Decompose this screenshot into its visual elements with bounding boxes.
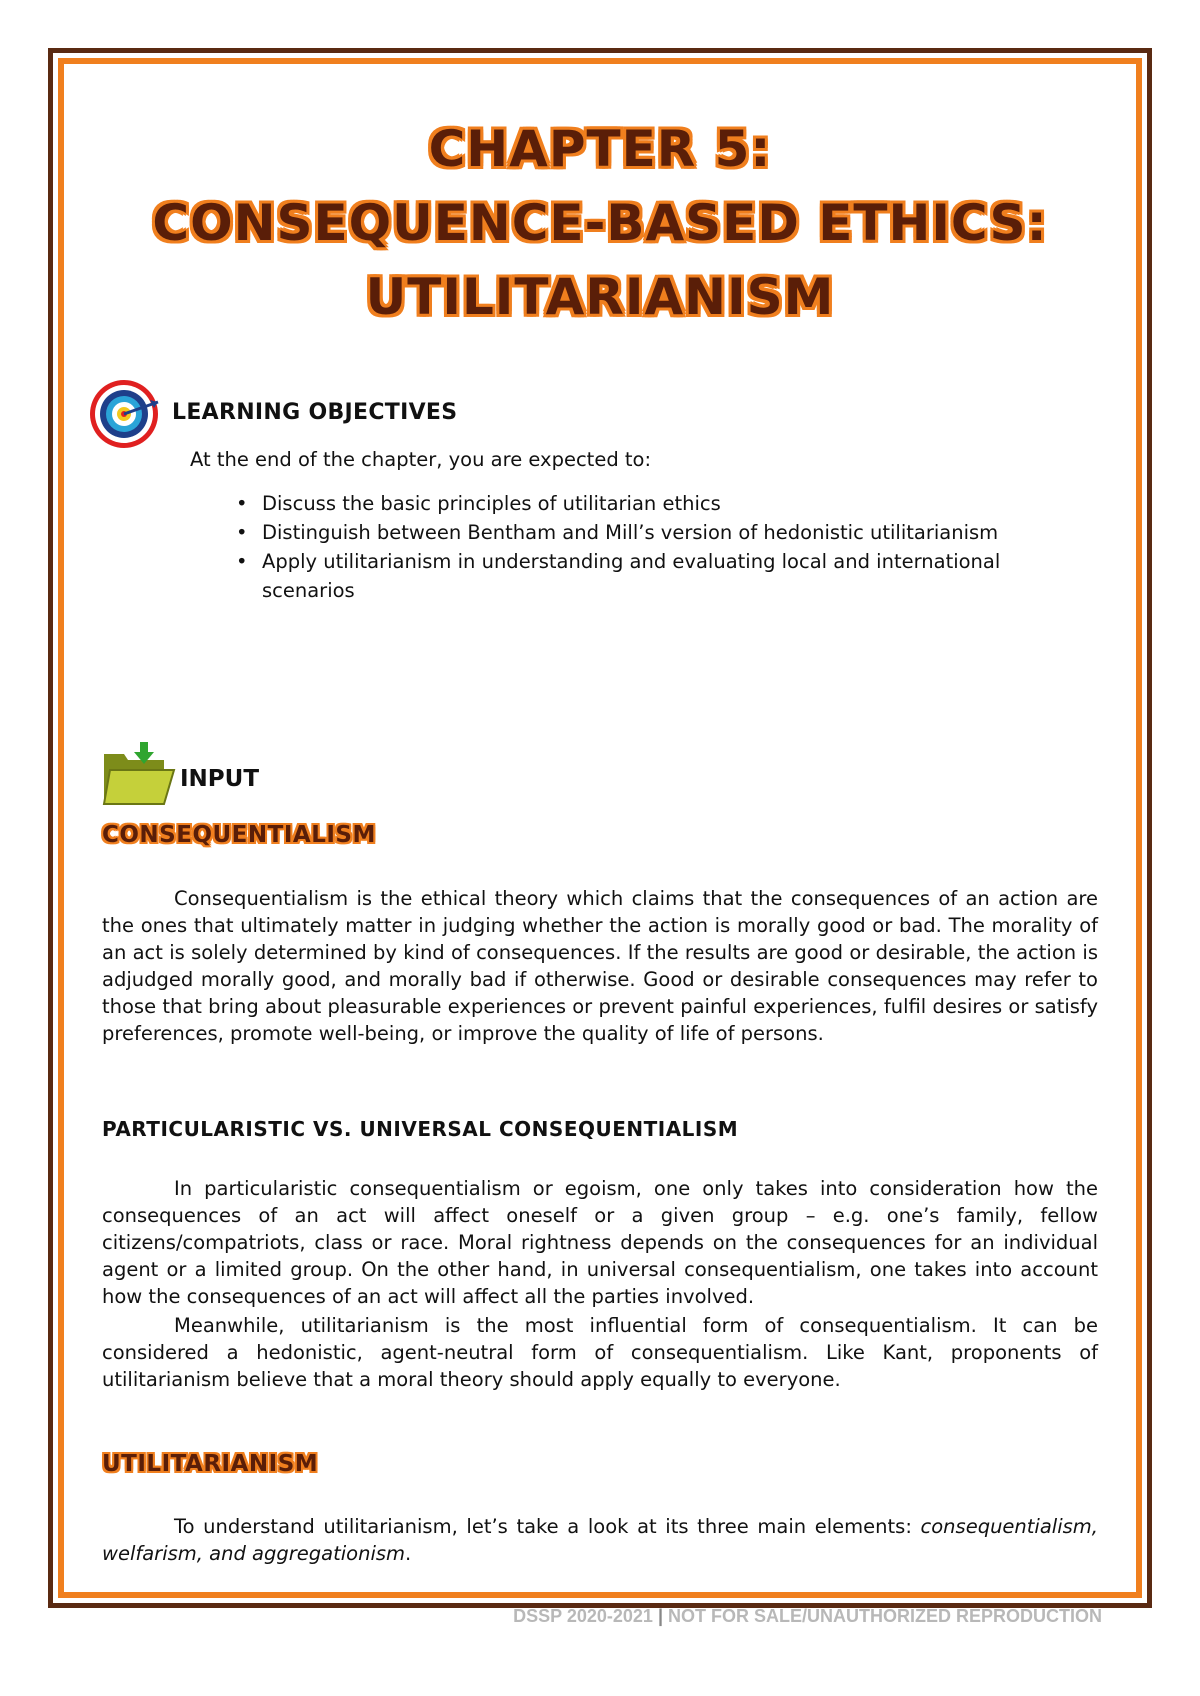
particularistic-heading: PARTICULARISTIC VS. UNIVERSAL CONSEQUENTIALISM: [102, 1117, 739, 1141]
utilitarianism-intro-text: To understand utilitarianism, let’s take a look at its three main elements:: [174, 1515, 912, 1538]
chapter-title-line1: CHAPTER 5:: [428, 120, 772, 178]
chapter-title-line2: CONSEQUENCE-BASED ETHICS:: [152, 194, 1048, 252]
consequentialism-heading: CONSEQUENTIALISM: [102, 822, 376, 848]
utilitarianism-elements-text: consequentialism, welfarism, and aggregationism: [102, 1515, 1098, 1565]
learning-objectives-heading: LEARNING OBJECTIVES: [172, 400, 458, 425]
footer-left: DSSP 2020-2021: [513, 1606, 653, 1626]
learning-objective-item: • Discuss the basic principles of utilitarian ethics: [262, 489, 1022, 518]
utilitarianism-paragraph: [102, 1513, 1098, 1567]
learning-objectives-intro: At the end of the chapter, you are expected to:: [190, 448, 652, 471]
learning-objectives-list: [262, 489, 1022, 605]
learning-objective-item: • Distinguish between Bentham and Mill’s version of hedonistic utilitarianism: [262, 518, 1022, 547]
consequentialism-paragraph: Consequentialism is the ethical theory which claims that the consequences of an action are the ones that ultimately matter in judging whether the action is morally good or bad. The morality of an act is solely determined by kind of consequences. If the results are good or desirable, the action is adjudged morally good, and morally bad if otherwise. Good or desirable consequences may refer to those that bring about pleasurable experiences or prevent painful experiences, fulfil desires or satisfy preferences, promote well-being, or improve the quality of life of persons.: [102, 887, 1098, 1045]
chapter-title-line3: UTILITARIANISM: [365, 268, 835, 326]
footer-separator: |: [657, 1606, 663, 1626]
particularistic-paragraph-1: In particularistic consequentialism or egoism, one only takes into consideration how the consequences of an act will affect oneself or a given group – e.g. one’s family, fellow citizens/compatriots, class or race. Moral rightness depends on the consequences for an individual agent or a limited group. On the other hand, in universal consequentialism, one takes into account how the consequences of an act will affect all the parties involved.: [102, 1177, 1098, 1308]
utilitarianism-end-text: .: [405, 1542, 412, 1565]
footer-right: NOT FOR SALE/UNAUTHORIZED REPRODUCTION: [668, 1606, 1102, 1626]
utilitarianism-heading: UTILITARIANISM: [102, 1451, 319, 1477]
footer: [513, 1606, 1102, 1627]
target-icon: [88, 376, 164, 452]
folder-download-icon: [100, 740, 176, 808]
learning-objective-item: • Apply utilitarianism in understanding and evaluating local and international scenarios: [262, 547, 1022, 605]
particularistic-paragraph-2: Meanwhile, utilitarianism is the most influential form of consequentialism. It can be considered a hedonistic, agent-neutral form of consequentialism. Like Kant, proponents of utilitarianism believe that a moral theory should apply equally to everyone.: [102, 1314, 1098, 1391]
chapter-title: [60, 112, 1140, 334]
input-label: INPUT: [180, 766, 260, 792]
